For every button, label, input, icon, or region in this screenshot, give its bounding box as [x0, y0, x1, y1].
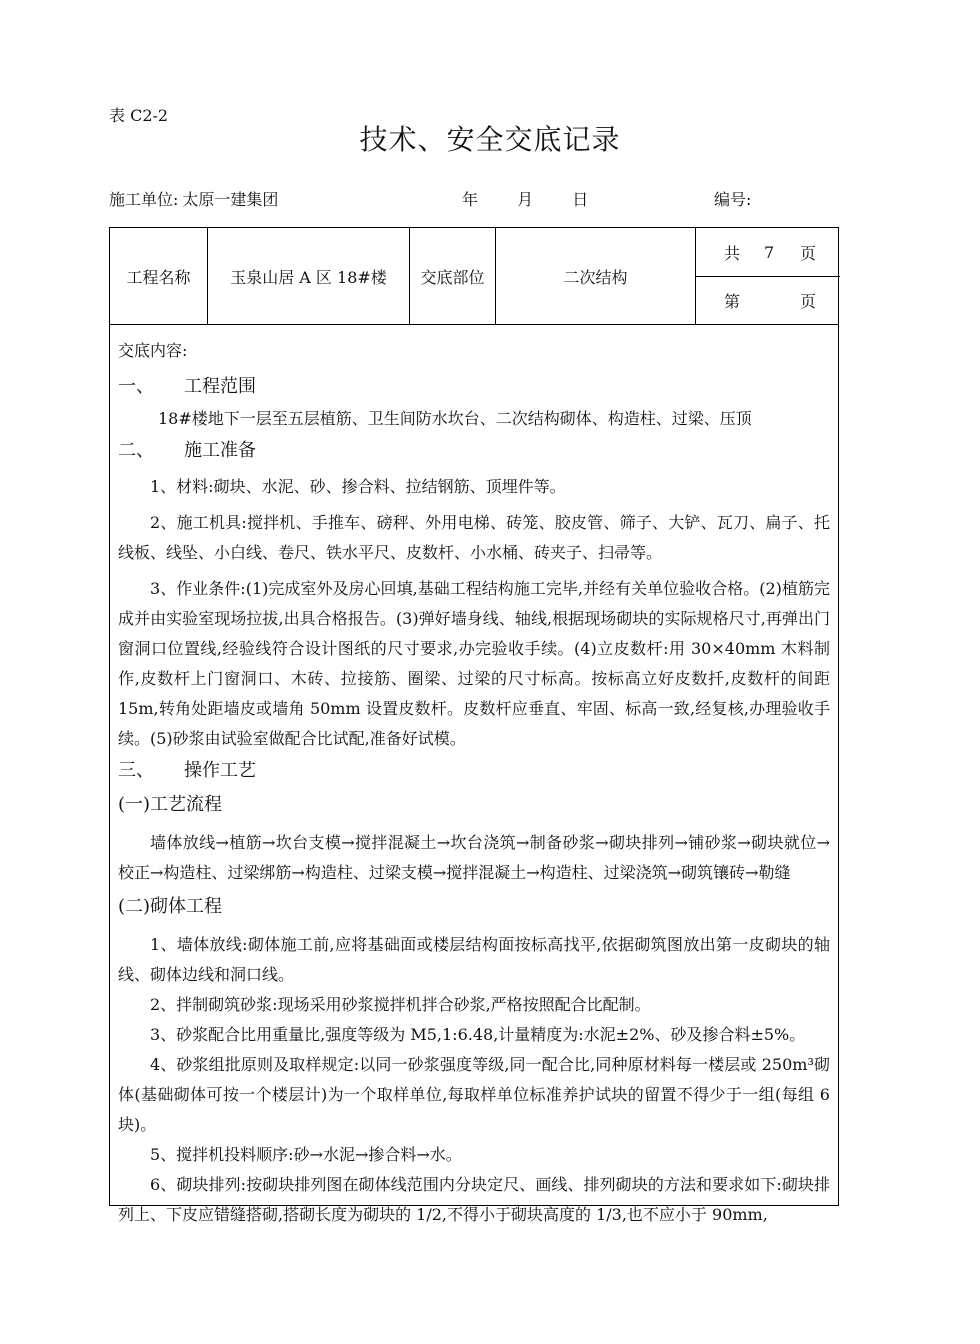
section-number: 二、	[118, 440, 154, 461]
masonry-item-1: 1、墙体放线:砌体施工前,应将基础面或楼层结构面按标高找平,依据砌筑图放出第一皮砌块的轴线、砌体边线和洞口线。	[118, 935, 830, 984]
materials-paragraph: 1、材料:砌块、水泥、砂、掺合料、拉结钢筋、顶埋件等。	[150, 477, 566, 496]
project-name-value: 玉泉山居 A 区 18#楼	[208, 228, 410, 324]
section-scope-heading	[118, 370, 830, 404]
workflow-subheading: (一)工艺流程	[118, 794, 223, 815]
record-number: 编号:	[714, 190, 752, 209]
current-page-suffix: 页	[800, 291, 817, 311]
masonry-item-2: 2、拌制砌筑砂浆:现场采用砂浆搅拌机拌合砂浆,严格按照配合比配制。	[150, 995, 651, 1014]
year-label: 年	[462, 190, 479, 209]
disclosure-content	[110, 324, 838, 1230]
section-number: 三、	[118, 760, 154, 781]
masonry-item-4: 4、砂浆组批原则及取样规定:以同一砂浆强度等级,同一配合比,同种原材料每一楼层或 250m³砌体(基础砌体可按一个楼层计)为一个取样单位,每取样单位标准养护试块的留置不得少于一组(每组 6 块)。	[118, 1055, 830, 1134]
total-pages-suffix: 页	[800, 243, 817, 263]
section-prep-heading	[118, 434, 830, 468]
content-label: 交底内容:	[118, 341, 188, 360]
record-table	[109, 227, 839, 1224]
section-process-heading	[118, 754, 830, 788]
masonry-item-3: 3、砂浆配合比用重量比,强度等级为 M5,1:6.48,计量精度为:水泥±2%、砂及掺合料±5%。	[150, 1025, 806, 1044]
total-pages-prefix: 共	[724, 243, 741, 263]
total-pages-count: 7	[764, 242, 775, 262]
unit-label: 施工单位:	[109, 190, 179, 209]
month-label: 月	[517, 190, 534, 209]
masonry-subheading: (二)砌体工程	[118, 896, 223, 917]
section-title: 施工准备	[184, 440, 256, 461]
construction-unit	[109, 187, 278, 210]
form-code: 表 C2-2	[109, 106, 169, 125]
unit-value: 太原一建集团	[182, 190, 279, 209]
section-number: 一、	[118, 376, 154, 397]
current-page	[696, 276, 840, 324]
tools-paragraph: 2、施工机具:搅拌机、手推车、磅秤、外用电梯、砖笼、胶皮管、筛子、大铲、瓦刀、扁子、托线板、线坠、小白线、卷尺、铁水平尺、皮数杆、小水桶、砖夹子、扫帚等。	[118, 513, 830, 562]
date-field	[462, 187, 588, 210]
workflow-text: 墙体放线→植筋→坎台支模→搅拌混凝土→坎台浇筑→制备砂浆→砌块排列→铺砂浆→砌块就位→校正→构造柱、过梁绑筋→构造柱、过梁支模→搅拌混凝土→构造柱、过梁浇筑→砌筑镶砖→勒缝	[118, 833, 830, 882]
current-page-prefix: 第	[724, 291, 741, 311]
header-row	[110, 228, 838, 325]
masonry-item-5: 5、搅拌机投料顺序:砂→水泥→掺合料→水。	[150, 1145, 462, 1164]
disclosure-part-value: 二次结构	[496, 228, 696, 324]
section-title: 工程范围	[184, 376, 256, 397]
conditions-paragraph: 3、作业条件:(1)完成室外及房心回填,基础工程结构施工完毕,并经有关单位验收合格。(2)植筋完成并由实验室现场拉拔,出具合格报告。(3)弹好墙身线、轴线,根据现场砌块的实际规格尺寸,再弹出门窗洞口位置线,经验线符合设计图纸的尺寸要求,办完验收手续。(4)立皮数杆:用 30×40mm 木料制作,皮数杆上门窗洞口、木砖、拉接筋、圈梁、过梁的尺寸标高。按标高立好皮数扦,皮数杆的间距 15m,转角处距墙皮或墙角 50mm 设置皮数杆。皮数杆应垂直、牢固、标高一致,经复核,办理验收手续。(5)砂浆由试验室做配合比试配,准备好试模。	[118, 579, 830, 748]
project-name-label: 工程名称	[110, 228, 208, 324]
page-title: 技术、安全交底记录	[359, 123, 621, 156]
scope-text: 18#楼地下一层至五层植筋、卫生间防水坎台、二次结构砌体、构造柱、过梁、压顶	[158, 409, 752, 428]
masonry-item-6: 6、砌块排列:按砌块排列图在砌体线范围内分块定尺、画线、排列砌块的方法和要求如下:砌块排列上、下皮应错缝搭砌,搭砌长度为砌块的 1/2,不得小于砌块高度的 1/3,也不应小于 90mm,	[118, 1175, 830, 1224]
day-label: 日	[572, 190, 589, 209]
disclosure-part-label: 交底部位	[410, 228, 496, 324]
total-pages	[696, 228, 840, 277]
page-info	[696, 228, 840, 324]
section-title: 操作工艺	[184, 760, 256, 781]
